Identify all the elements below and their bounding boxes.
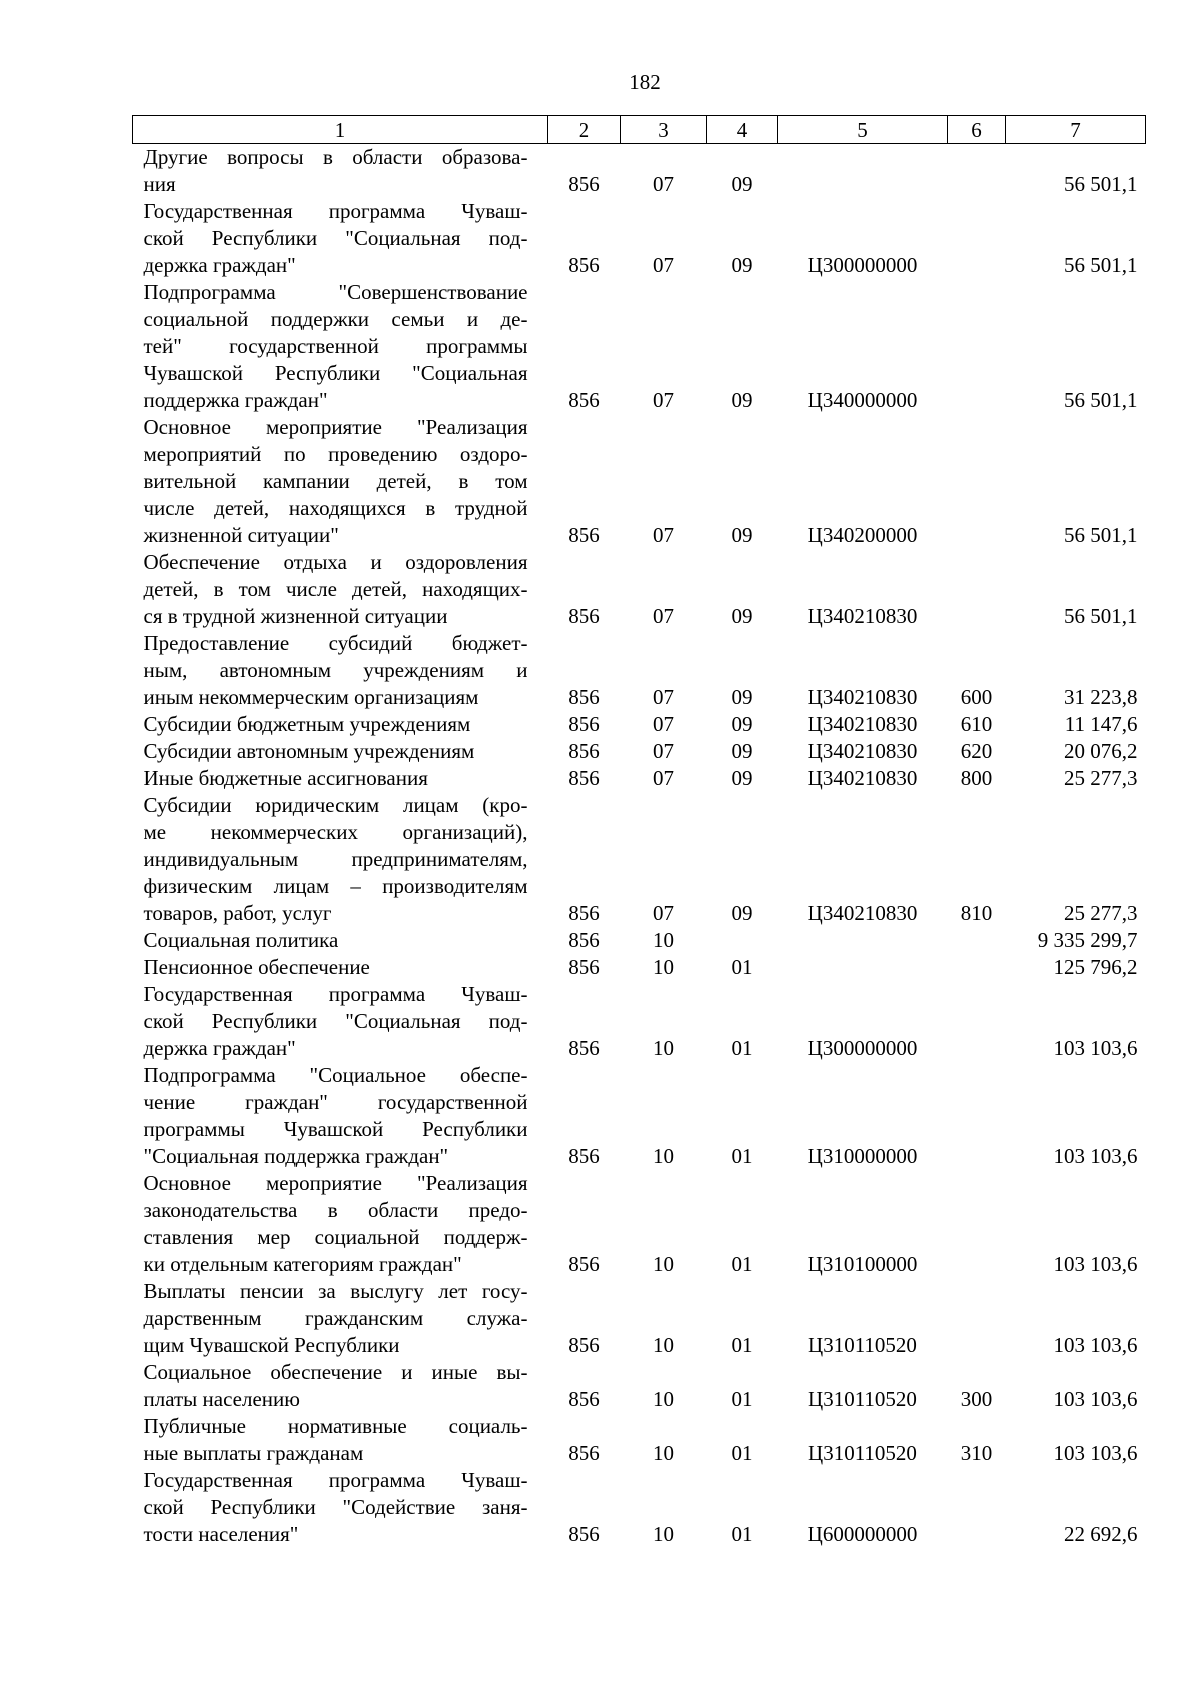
row-name-line: ме некоммерческих организаций), xyxy=(143,820,528,844)
section-code: 07 xyxy=(653,604,674,628)
row-name-line: ся в трудной жизненной ситуации xyxy=(143,604,448,628)
section-code: 07 xyxy=(653,253,674,277)
expense-type-code: 620 xyxy=(960,739,993,763)
column-header-2: 2 xyxy=(548,116,621,144)
row-name-line: ской Республики "Социальная под- xyxy=(143,226,528,250)
subsection-code: 01 xyxy=(731,1252,753,1276)
row-name xyxy=(133,549,548,630)
row-name-line: ской Республики "Содействие заня- xyxy=(143,1495,528,1519)
amount: 56 501,1 xyxy=(1064,523,1138,547)
expense-type-code xyxy=(948,279,1006,414)
target-article-code xyxy=(778,927,948,954)
target-article-code: Ц600000000 xyxy=(807,1522,918,1546)
subsection-code: 09 xyxy=(731,604,753,628)
row-name-line: мероприятий по проведению оздоро- xyxy=(143,442,528,466)
admin-code: 856 xyxy=(568,901,600,925)
section-code: 10 xyxy=(653,1144,674,1168)
admin-code: 856 xyxy=(568,253,600,277)
amount: 31 223,8 xyxy=(1064,685,1138,709)
admin-code: 856 xyxy=(568,1036,600,1060)
table-row xyxy=(133,1062,1146,1170)
row-name-line: Субсидии автономным учреждениям xyxy=(143,739,475,763)
row-name-line: ставления мер социальной поддерж- xyxy=(143,1225,528,1249)
row-name xyxy=(133,711,548,738)
section-code: 07 xyxy=(653,523,674,547)
target-article-code: Ц310110520 xyxy=(808,1333,917,1357)
subsection-code: 01 xyxy=(731,1144,753,1168)
target-article-code: Ц340210830 xyxy=(807,766,918,790)
amount: 103 103,6 xyxy=(1053,1252,1138,1276)
table-row xyxy=(133,981,1146,1062)
target-article-code: Ц310000000 xyxy=(807,1144,918,1168)
target-article-code: Ц310110520 xyxy=(808,1441,917,1465)
column-header-4: 4 xyxy=(707,116,778,144)
budget-table xyxy=(132,115,1146,1548)
section-code: 07 xyxy=(653,172,674,196)
subsection-code: 09 xyxy=(731,253,753,277)
admin-code: 856 xyxy=(568,1333,600,1357)
expense-type-code xyxy=(948,1062,1006,1170)
expense-type-code xyxy=(948,954,1006,981)
column-header-5: 5 xyxy=(778,116,948,144)
table-row xyxy=(133,144,1146,199)
row-name-line: Государственная программа Чуваш- xyxy=(143,982,528,1006)
subsection-code: 09 xyxy=(731,739,753,763)
admin-code: 856 xyxy=(568,523,600,547)
amount: 56 501,1 xyxy=(1064,253,1138,277)
target-article-code: Ц340000000 xyxy=(807,388,918,412)
admin-code: 856 xyxy=(568,739,600,763)
expense-type-code: 600 xyxy=(960,685,993,709)
subsection-code xyxy=(707,927,778,954)
table-row xyxy=(133,954,1146,981)
row-name-line: Подпрограмма "Совершенствование xyxy=(143,280,528,304)
page-number: 182 xyxy=(629,70,661,94)
row-name-line: платы населению xyxy=(143,1387,300,1411)
table-row xyxy=(133,765,1146,792)
table-row xyxy=(133,1413,1146,1467)
row-name-line: ным, автономным учреждениям и xyxy=(143,658,528,682)
table-row xyxy=(133,549,1146,630)
row-name xyxy=(133,279,548,414)
table-row xyxy=(133,630,1146,711)
row-name xyxy=(133,144,548,199)
expense-type-code: 300 xyxy=(960,1387,993,1411)
admin-code: 856 xyxy=(568,712,600,736)
section-code: 10 xyxy=(653,1333,674,1357)
row-name-line: числе детей, находящихся в трудной xyxy=(143,496,528,520)
row-name xyxy=(133,1278,548,1359)
target-article-code: Ц340210830 xyxy=(807,901,918,925)
row-name-line: поддержка граждан" xyxy=(143,388,328,412)
row-name-line: ской Республики "Социальная под- xyxy=(143,1009,528,1033)
section-code: 10 xyxy=(653,928,674,952)
subsection-code: 09 xyxy=(731,901,753,925)
subsection-code: 01 xyxy=(731,1333,753,1357)
target-article-code: Ц310110520 xyxy=(808,1387,917,1411)
amount: 56 501,1 xyxy=(1064,172,1138,196)
row-name-line: Социальная политика xyxy=(143,928,339,952)
row-name-line: законодательства в области предо- xyxy=(143,1198,528,1222)
expense-type-code xyxy=(948,144,1006,199)
amount: 20 076,2 xyxy=(1064,739,1138,763)
admin-code: 856 xyxy=(568,1252,600,1276)
row-name-line: "Социальная поддержка граждан" xyxy=(143,1144,449,1168)
row-name-line: Выплаты пенсии за выслугу лет госу- xyxy=(143,1279,528,1303)
row-name-line: Социальное обеспечение и иные вы- xyxy=(143,1360,528,1384)
subsection-code: 01 xyxy=(731,1441,753,1465)
row-name xyxy=(133,954,548,981)
row-name-line: ные выплаты гражданам xyxy=(143,1441,364,1465)
row-name-line: щим Чувашской Республики xyxy=(143,1333,400,1357)
section-code: 10 xyxy=(653,1036,674,1060)
row-name xyxy=(133,765,548,792)
section-code: 10 xyxy=(653,1522,674,1546)
column-header-6: 6 xyxy=(948,116,1006,144)
row-name-line: социальной поддержки семьи и де- xyxy=(143,307,528,331)
table-row xyxy=(133,1170,1146,1278)
expense-type-code xyxy=(948,1467,1006,1548)
row-name xyxy=(133,792,548,927)
target-article-code: Ц340210830 xyxy=(807,712,918,736)
subsection-code: 09 xyxy=(731,523,753,547)
expense-type-code: 810 xyxy=(960,901,993,925)
amount: 103 103,6 xyxy=(1053,1144,1138,1168)
amount: 25 277,3 xyxy=(1064,901,1138,925)
table-row xyxy=(133,711,1146,738)
row-name-line: Основное мероприятие "Реализация xyxy=(143,415,528,439)
subsection-code: 09 xyxy=(731,712,753,736)
row-name-line: ния xyxy=(143,172,176,196)
row-name-line: детей, в том числе детей, находящих- xyxy=(143,577,528,601)
expense-type-code xyxy=(948,1278,1006,1359)
target-article-code: Ц340210830 xyxy=(807,604,918,628)
section-code: 10 xyxy=(653,955,674,979)
section-code: 10 xyxy=(653,1387,674,1411)
expense-type-code xyxy=(948,414,1006,549)
row-name xyxy=(133,1467,548,1548)
row-name-line: Чувашской Республики "Социальная xyxy=(143,361,528,385)
subsection-code: 09 xyxy=(731,766,753,790)
amount: 103 103,6 xyxy=(1053,1387,1138,1411)
section-code: 10 xyxy=(653,1252,674,1276)
row-name-line: Публичные нормативные социаль- xyxy=(143,1414,528,1438)
section-code: 07 xyxy=(653,685,674,709)
section-code: 07 xyxy=(653,901,674,925)
row-name-line: держка граждан" xyxy=(143,253,296,277)
column-header-3: 3 xyxy=(621,116,707,144)
admin-code: 856 xyxy=(568,1522,600,1546)
row-name xyxy=(133,1413,548,1467)
row-name-line: Другие вопросы в области образова- xyxy=(143,145,528,169)
row-name-line: Подпрограмма "Социальное обеспе- xyxy=(143,1063,528,1087)
header-row xyxy=(133,116,1146,144)
amount: 103 103,6 xyxy=(1053,1036,1138,1060)
row-name xyxy=(133,414,548,549)
row-name-line: физическим лицам – производителям xyxy=(143,874,528,898)
admin-code: 856 xyxy=(568,766,600,790)
amount: 103 103,6 xyxy=(1053,1333,1138,1357)
subsection-code: 01 xyxy=(731,1522,753,1546)
expense-type-code xyxy=(948,198,1006,279)
row-name xyxy=(133,981,548,1062)
target-article-code: Ц300000000 xyxy=(807,1036,918,1060)
row-name-line: дарственным гражданским служа- xyxy=(143,1306,528,1330)
amount: 22 692,6 xyxy=(1064,1522,1138,1546)
row-name-line: индивидуальным предпринимателям, xyxy=(143,847,528,871)
row-name-line: Субсидии бюджетным учреждениям xyxy=(143,712,471,736)
row-name-line: Пенсионное обеспечение xyxy=(143,955,370,979)
subsection-code: 01 xyxy=(731,1036,753,1060)
section-code: 07 xyxy=(653,766,674,790)
table-row xyxy=(133,279,1146,414)
target-article-code: Ц340200000 xyxy=(807,523,918,547)
subsection-code: 09 xyxy=(731,685,753,709)
subsection-code: 01 xyxy=(731,1387,753,1411)
table-row xyxy=(133,198,1146,279)
table-row xyxy=(133,738,1146,765)
expense-type-code: 610 xyxy=(960,712,993,736)
expense-type-code: 310 xyxy=(960,1441,993,1465)
admin-code: 856 xyxy=(568,1387,600,1411)
row-name xyxy=(133,198,548,279)
table-header xyxy=(133,116,1146,144)
amount: 103 103,6 xyxy=(1053,1441,1138,1465)
table-row xyxy=(133,927,1146,954)
target-article-code: Ц340210830 xyxy=(807,739,918,763)
target-article-code: Ц340210830 xyxy=(807,685,918,709)
expense-type-code xyxy=(948,981,1006,1062)
subsection-code: 09 xyxy=(731,388,753,412)
row-name-line: вительной кампании детей, в том xyxy=(143,469,528,493)
column-header-7: 7 xyxy=(1006,116,1146,144)
admin-code: 856 xyxy=(568,928,600,952)
row-name-line: ки отдельным категориям граждан" xyxy=(143,1252,462,1276)
expense-type-code: 800 xyxy=(960,766,993,790)
row-name-line: чение граждан" государственной xyxy=(143,1090,528,1114)
target-article-code: Ц300000000 xyxy=(807,253,918,277)
row-name-line: программы Чувашской Республики xyxy=(143,1117,528,1141)
row-name xyxy=(133,1359,548,1413)
row-name-line: тей" государственной программы xyxy=(143,334,528,358)
target-article-code xyxy=(778,144,948,199)
row-name-line: иным некоммерческим организациям xyxy=(143,685,479,709)
amount: 11 147,6 xyxy=(1064,712,1138,736)
admin-code: 856 xyxy=(568,1441,600,1465)
row-name-line: держка граждан" xyxy=(143,1036,296,1060)
row-name-line: Основное мероприятие "Реализация xyxy=(143,1171,528,1195)
amount: 125 796,2 xyxy=(1053,955,1138,979)
column-header-1: 1 xyxy=(133,116,548,144)
amount: 25 277,3 xyxy=(1064,766,1138,790)
admin-code: 856 xyxy=(568,1144,600,1168)
admin-code: 856 xyxy=(568,388,600,412)
row-name xyxy=(133,738,548,765)
table-row xyxy=(133,1467,1146,1548)
expense-type-code xyxy=(948,1170,1006,1278)
row-name-line: Государственная программа Чуваш- xyxy=(143,1468,528,1492)
row-name xyxy=(133,1062,548,1170)
row-name-line: товаров, работ, услуг xyxy=(143,901,332,925)
subsection-code: 01 xyxy=(731,955,753,979)
section-code: 07 xyxy=(653,388,674,412)
row-name-line: Субсидии юридическим лицам (кро- xyxy=(143,793,528,817)
section-code: 07 xyxy=(653,712,674,736)
table-body xyxy=(133,144,1146,1549)
admin-code: 856 xyxy=(568,604,600,628)
amount: 56 501,1 xyxy=(1064,388,1138,412)
subsection-code: 09 xyxy=(731,172,753,196)
admin-code: 856 xyxy=(568,955,600,979)
row-name xyxy=(133,630,548,711)
row-name-line: Государственная программа Чуваш- xyxy=(143,199,528,223)
table-row xyxy=(133,1278,1146,1359)
table-row xyxy=(133,1359,1146,1413)
section-code: 10 xyxy=(653,1441,674,1465)
expense-type-code xyxy=(948,927,1006,954)
table-row xyxy=(133,414,1146,549)
row-name xyxy=(133,927,548,954)
expense-type-code xyxy=(948,549,1006,630)
amount: 56 501,1 xyxy=(1064,604,1138,628)
target-article-code xyxy=(778,954,948,981)
amount: 9 335 299,7 xyxy=(1037,928,1138,952)
row-name-line: жизненной ситуации" xyxy=(143,523,339,547)
target-article-code: Ц310100000 xyxy=(807,1252,918,1276)
row-name xyxy=(133,1170,548,1278)
section-code: 07 xyxy=(653,739,674,763)
admin-code: 856 xyxy=(568,172,600,196)
row-name-line: Иные бюджетные ассигнования xyxy=(143,766,428,790)
admin-code: 856 xyxy=(568,685,600,709)
row-name-line: Обеспечение отдыха и оздоровления xyxy=(143,550,528,574)
row-name-line: тости населения" xyxy=(143,1522,299,1546)
row-name-line: Предоставление субсидий бюджет- xyxy=(143,631,528,655)
table-row xyxy=(133,792,1146,927)
